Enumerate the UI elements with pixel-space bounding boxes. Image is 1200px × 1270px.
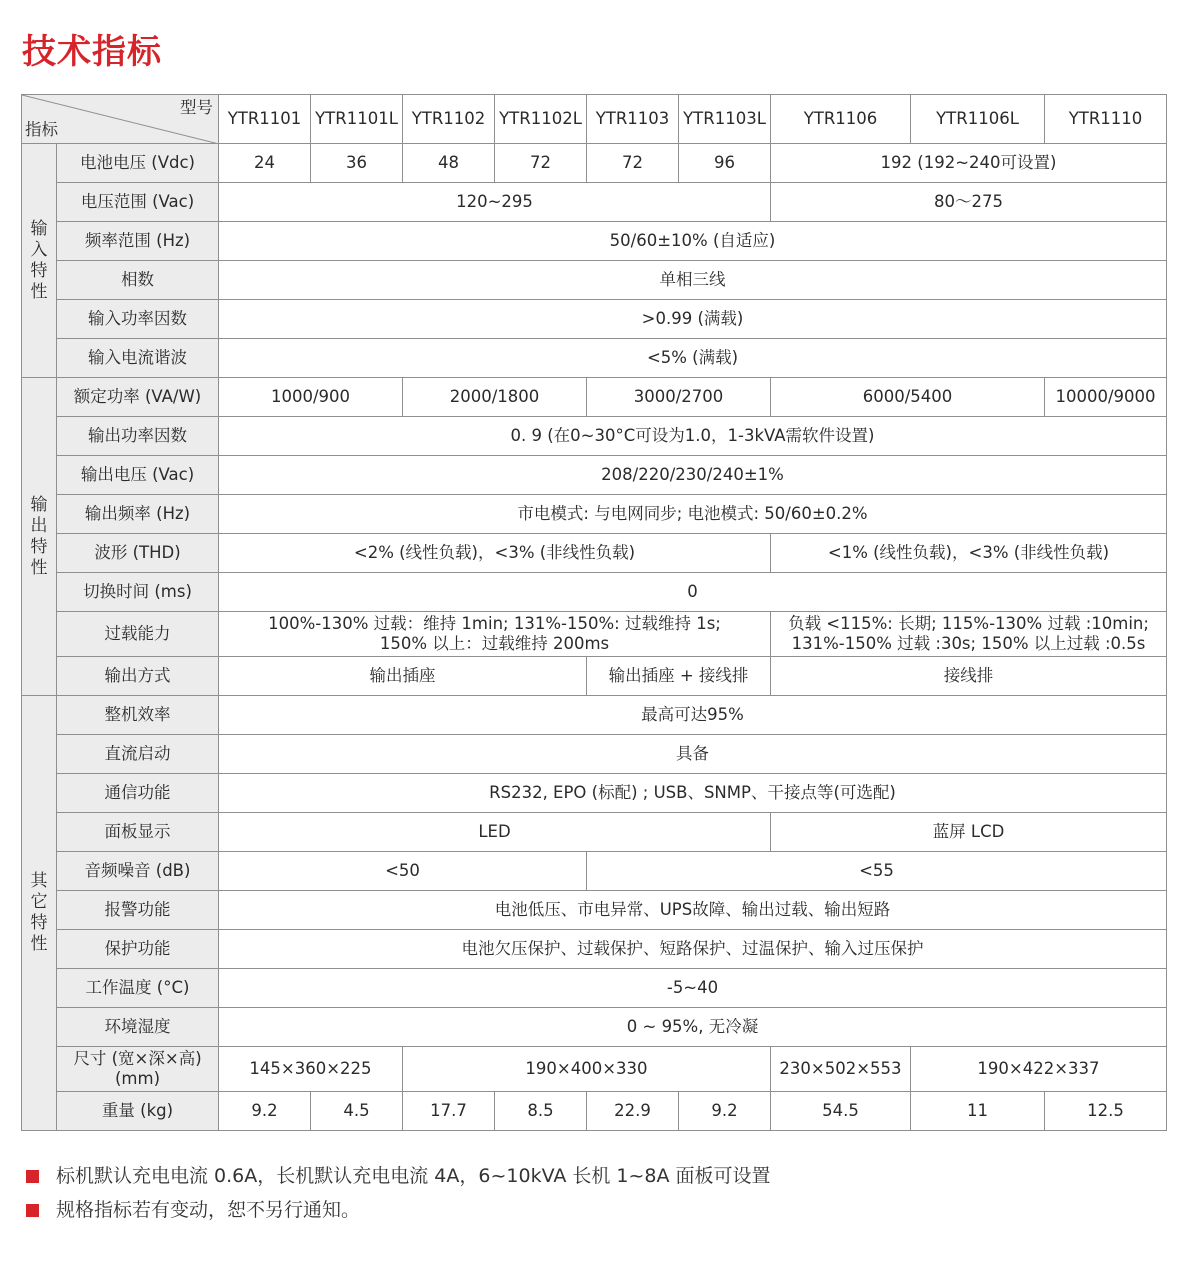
table-cell: <2% (线性负载)，<3% (非线性负载) bbox=[219, 534, 771, 573]
model-header: YTR1103 bbox=[587, 95, 679, 144]
table-cell: 单相三线 bbox=[219, 261, 1167, 300]
table-cell: 3000/2700 bbox=[587, 378, 771, 417]
row-label: 电压范围 (Vac) bbox=[57, 183, 219, 222]
row-label bbox=[57, 1047, 219, 1092]
row-overload bbox=[22, 612, 1167, 657]
row-label: 相数 bbox=[57, 261, 219, 300]
model-header: YTR1101 bbox=[219, 95, 311, 144]
note-item bbox=[24, 1162, 771, 1196]
group-output bbox=[22, 378, 57, 696]
row-temperature bbox=[22, 969, 1167, 1008]
row-label: 报警功能 bbox=[57, 891, 219, 930]
model-header: YTR1102L bbox=[495, 95, 587, 144]
overload-left-line1: 100%-130% 过载：维持 1min; 131%-150%: 过载维持 1s; bbox=[268, 614, 721, 633]
model-header: YTR1102 bbox=[403, 95, 495, 144]
table-cell: 11 bbox=[911, 1092, 1045, 1131]
row-label: 输出电压 (Vac) bbox=[57, 456, 219, 495]
table-cell: 输出插座 + 接线排 bbox=[587, 657, 771, 696]
table-cell: 9.2 bbox=[219, 1092, 311, 1131]
table-cell: 电池低压、市电异常、UPS故障、输出过载、输出短路 bbox=[219, 891, 1167, 930]
row-voltage-range bbox=[22, 183, 1167, 222]
spec-table bbox=[21, 94, 1167, 1131]
row-noise bbox=[22, 852, 1167, 891]
table-cell: 0 bbox=[219, 573, 1167, 612]
row-label: 通信功能 bbox=[57, 774, 219, 813]
corner-index-label: 指标 bbox=[25, 120, 58, 139]
group-other-label: 其它特性 bbox=[30, 871, 48, 954]
row-phase bbox=[22, 261, 1167, 300]
row-input-power-factor bbox=[22, 300, 1167, 339]
row-label: 输出频率 (Hz) bbox=[57, 495, 219, 534]
row-alarm bbox=[22, 891, 1167, 930]
table-cell: -5~40 bbox=[219, 969, 1167, 1008]
row-label: 切换时间 (ms) bbox=[57, 573, 219, 612]
overload-right-line1: 负载 <115%: 长期; 115%-130% 过载 :10min; bbox=[788, 614, 1149, 633]
table-cell: 72 bbox=[495, 144, 587, 183]
row-communication bbox=[22, 774, 1167, 813]
table-cell: 36 bbox=[311, 144, 403, 183]
row-label: 波形 (THD) bbox=[57, 534, 219, 573]
group-input bbox=[22, 144, 57, 378]
table-cell: LED bbox=[219, 813, 771, 852]
table-cell: 208/220/230/240±1% bbox=[219, 456, 1167, 495]
corner-model-label: 型号 bbox=[180, 98, 213, 117]
table-cell: 12.5 bbox=[1045, 1092, 1167, 1131]
table-cell: RS232, EPO (标配) ; USB、SNMP、干接点等(可选配) bbox=[219, 774, 1167, 813]
table-cell: 最高可达95% bbox=[219, 696, 1167, 735]
table-cell: 输出插座 bbox=[219, 657, 587, 696]
row-waveform bbox=[22, 534, 1167, 573]
row-label: 面板显示 bbox=[57, 813, 219, 852]
row-output-mode bbox=[22, 657, 1167, 696]
row-battery-voltage bbox=[22, 144, 1167, 183]
row-label: 保护功能 bbox=[57, 930, 219, 969]
row-dc-start bbox=[22, 735, 1167, 774]
table-cell: 48 bbox=[403, 144, 495, 183]
table-cell bbox=[771, 612, 1167, 657]
table-cell: <1% (线性负载)，<3% (非线性负载) bbox=[771, 534, 1167, 573]
table-cell: 192 (192~240可设置) bbox=[771, 144, 1167, 183]
row-weight bbox=[22, 1092, 1167, 1131]
row-label: 额定功率 (VA/W) bbox=[57, 378, 219, 417]
model-header: YTR1101L bbox=[311, 95, 403, 144]
row-output-voltage bbox=[22, 456, 1167, 495]
row-label: 输入功率因数 bbox=[57, 300, 219, 339]
model-header: YTR1110 bbox=[1045, 95, 1167, 144]
table-cell: 9.2 bbox=[679, 1092, 771, 1131]
table-cell: 接线排 bbox=[771, 657, 1167, 696]
page-title: 技术指标 bbox=[22, 32, 162, 72]
overload-right-line2: 131%-150% 过载 :30s; 150% 以上过载 :0.5s bbox=[791, 634, 1146, 653]
model-header: YTR1106 bbox=[771, 95, 911, 144]
table-cell: 230×502×553 bbox=[771, 1047, 911, 1092]
size-label-line2: (mm) bbox=[114, 1069, 161, 1088]
group-output-label: 输出特性 bbox=[30, 494, 48, 578]
notes-list bbox=[24, 1162, 771, 1230]
table-cell: 市电模式: 与电网同步; 电池模式: 50/60±0.2% bbox=[219, 495, 1167, 534]
table-cell: 190×422×337 bbox=[911, 1047, 1167, 1092]
header-corner-cell bbox=[22, 95, 219, 144]
note-text: 标机默认充电电流 0.6A，长机默认充电电流 4A，6~10kVA 长机 1~8A 面板可设置 bbox=[56, 1165, 771, 1187]
table-cell: 蓝屏 LCD bbox=[771, 813, 1167, 852]
row-transfer-time bbox=[22, 573, 1167, 612]
table-cell: 17.7 bbox=[403, 1092, 495, 1131]
table-cell: 80～275 bbox=[771, 183, 1167, 222]
row-label: 输出方式 bbox=[57, 657, 219, 696]
table-cell: <55 bbox=[587, 852, 1167, 891]
model-header: YTR1106L bbox=[911, 95, 1045, 144]
note-item bbox=[24, 1196, 771, 1230]
row-label: 频率范围 (Hz) bbox=[57, 222, 219, 261]
bullet-square-icon bbox=[26, 1204, 39, 1217]
table-cell: 145×360×225 bbox=[219, 1047, 403, 1092]
model-header: YTR1103L bbox=[679, 95, 771, 144]
table-cell: 96 bbox=[679, 144, 771, 183]
row-output-power-factor bbox=[22, 417, 1167, 456]
table-cell: 4.5 bbox=[311, 1092, 403, 1131]
table-cell: 10000/9000 bbox=[1045, 378, 1167, 417]
table-cell: >0.99 (满载) bbox=[219, 300, 1167, 339]
row-label: 输入电流谐波 bbox=[57, 339, 219, 378]
table-cell: 0 ~ 95%, 无冷凝 bbox=[219, 1008, 1167, 1047]
row-label: 工作温度 (°C) bbox=[57, 969, 219, 1008]
table-cell: 24 bbox=[219, 144, 311, 183]
row-label: 电池电压 (Vdc) bbox=[57, 144, 219, 183]
table-cell: 1000/900 bbox=[219, 378, 403, 417]
bullet-square-icon bbox=[26, 1170, 39, 1183]
table-cell: 0. 9 (在0~30°C可设为1.0，1-3kVA需软件设置) bbox=[219, 417, 1167, 456]
row-output-frequency bbox=[22, 495, 1167, 534]
row-label: 重量 (kg) bbox=[57, 1092, 219, 1131]
table-cell: 具备 bbox=[219, 735, 1167, 774]
table-header-row bbox=[22, 95, 1167, 144]
row-label: 直流启动 bbox=[57, 735, 219, 774]
group-other bbox=[22, 696, 57, 1131]
size-label-line1: 尺寸 (宽×深×高) bbox=[73, 1049, 202, 1068]
row-label: 输出功率因数 bbox=[57, 417, 219, 456]
table-cell: 8.5 bbox=[495, 1092, 587, 1131]
table-cell: 22.9 bbox=[587, 1092, 679, 1131]
group-input-label: 输入特性 bbox=[30, 218, 48, 302]
row-label: 音频噪音 (dB) bbox=[57, 852, 219, 891]
row-current-harmonic bbox=[22, 339, 1167, 378]
table-cell: 190×400×330 bbox=[403, 1047, 771, 1092]
table-cell: 120~295 bbox=[219, 183, 771, 222]
table-cell bbox=[219, 612, 771, 657]
row-humidity bbox=[22, 1008, 1167, 1047]
row-frequency-range bbox=[22, 222, 1167, 261]
table-cell: <5% (满载) bbox=[219, 339, 1167, 378]
table-cell: <50 bbox=[219, 852, 587, 891]
table-cell: 电池欠压保护、过载保护、短路保护、过温保护、输入过压保护 bbox=[219, 930, 1167, 969]
row-size bbox=[22, 1047, 1167, 1092]
table-cell: 72 bbox=[587, 144, 679, 183]
row-label: 环境湿度 bbox=[57, 1008, 219, 1047]
row-display bbox=[22, 813, 1167, 852]
table-cell: 6000/5400 bbox=[771, 378, 1045, 417]
row-label: 整机效率 bbox=[57, 696, 219, 735]
row-label: 过载能力 bbox=[57, 612, 219, 657]
row-protection bbox=[22, 930, 1167, 969]
table-cell: 50/60±10% (自适应) bbox=[219, 222, 1167, 261]
table-cell: 2000/1800 bbox=[403, 378, 587, 417]
row-rated-power bbox=[22, 378, 1167, 417]
row-efficiency bbox=[22, 696, 1167, 735]
table-cell: 54.5 bbox=[771, 1092, 911, 1131]
overload-left-line2: 150% 以上：过载维持 200ms bbox=[379, 634, 610, 653]
note-text: 规格指标若有变动，恕不另行通知。 bbox=[56, 1199, 361, 1221]
